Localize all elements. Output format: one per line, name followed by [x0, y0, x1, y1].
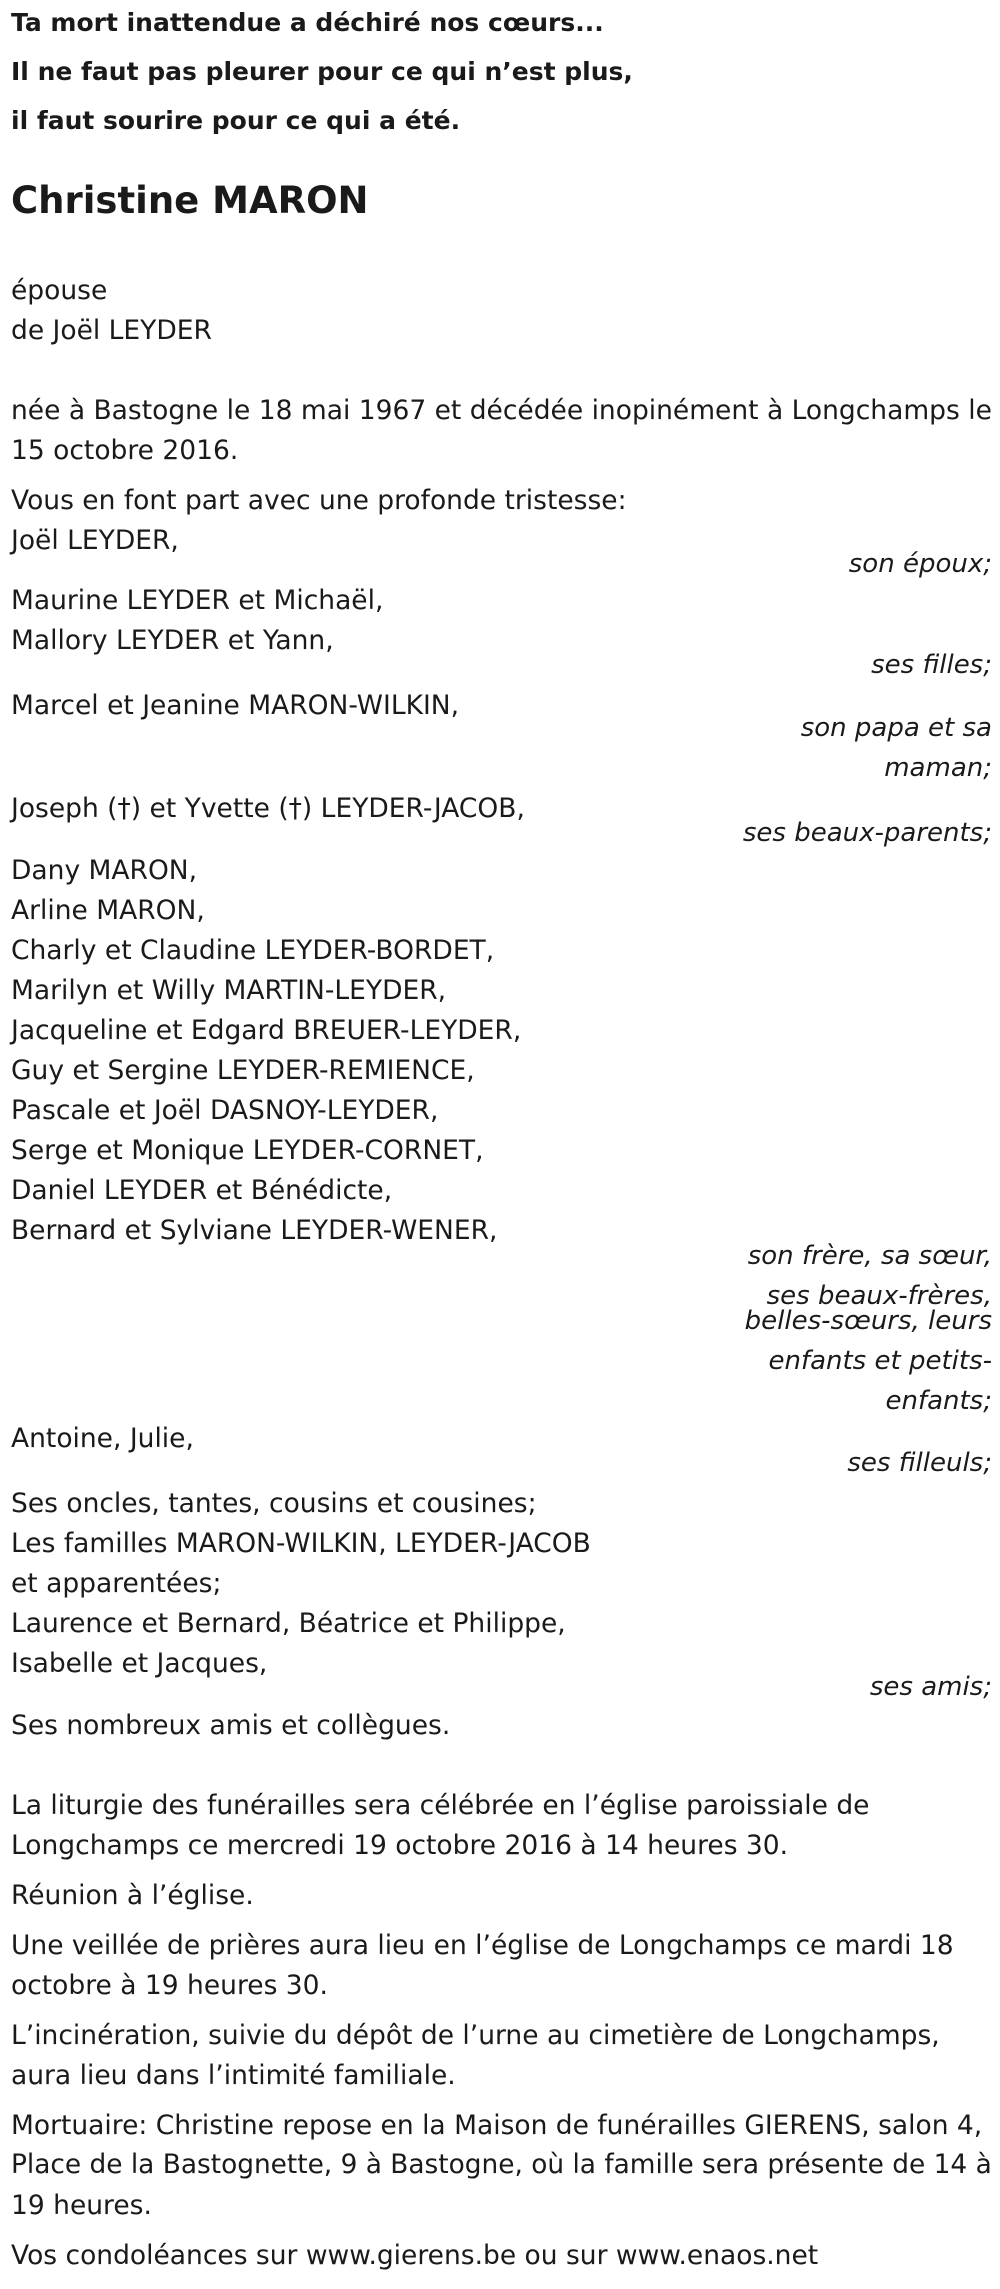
- relationship-label: enfants;: [885, 1386, 992, 1416]
- relationship-label: ses beaux-parents;: [742, 818, 992, 848]
- family-name-line: Jacqueline et Edgard BREUER-LEYDER,: [11, 1015, 522, 1046]
- condolences-line: Vos condoléances sur www.gierens.be ou sur www.enaos.net: [11, 2240, 819, 2271]
- family-name-line: Marcel et Jeanine MARON-WILKIN,: [11, 690, 460, 721]
- family-name-line: Charly et Claudine LEYDER-BORDET,: [11, 935, 495, 966]
- relationship-label: belles-sœurs, leurs: [744, 1306, 992, 1336]
- relationship-label: son frère, sa sœur,: [747, 1241, 992, 1271]
- relationship-label: ses amis;: [869, 1672, 992, 1702]
- family-name-line: Les familles MARON-WILKIN, LEYDER-JACOB: [11, 1528, 591, 1559]
- family-name-line: Ses oncles, tantes, cousins et cousines;: [11, 1488, 537, 1519]
- relationship-label: ses filles;: [871, 650, 992, 680]
- family-name-line: Serge et Monique LEYDER-CORNET,: [11, 1135, 484, 1166]
- family-name-line: Isabelle et Jacques,: [11, 1648, 268, 1679]
- family-name-line: Laurence et Bernard, Béatrice et Philippe,: [11, 1608, 566, 1639]
- family-name-line: Joël LEYDER,: [11, 525, 179, 556]
- family-name-line: Mallory LEYDER et Yann,: [11, 625, 334, 656]
- family-name-line: Marilyn et Willy MARTIN-LEYDER,: [11, 975, 447, 1006]
- birth-death-line: 15 octobre 2016.: [11, 435, 239, 466]
- vigil-line: octobre à 19 heures 30.: [11, 1970, 328, 2001]
- family-name-line: et apparentées;: [11, 1568, 222, 1599]
- relationship-label: maman;: [884, 753, 992, 783]
- relationship-label: ses beaux-frères,: [766, 1281, 992, 1311]
- deceased-name: Christine MARON: [11, 179, 369, 222]
- relationship-label: enfants et petits-: [768, 1346, 992, 1376]
- funeral-line: Longchamps ce mercredi 19 octobre 2016 à 14 heures 30.: [11, 1830, 789, 1861]
- mortuary-line: 19 heures.: [11, 2190, 152, 2221]
- vigil-line: Une veillée de prières aura lieu en l’église de Longchamps ce mardi 18: [11, 1930, 954, 1961]
- family-name-line: Guy et Sergine LEYDER-REMIENCE,: [11, 1055, 475, 1086]
- reunion-line: Réunion à l’église.: [11, 1880, 254, 1911]
- mortuary-line: Mortuaire: Christine repose en la Maison de funérailles GIERENS, salon 4,: [11, 2110, 983, 2141]
- colleagues-line: Ses nombreux amis et collègues.: [11, 1710, 451, 1741]
- announcement-intro: Vous en font part avec une profonde tristesse:: [11, 485, 627, 516]
- funeral-line: La liturgie des funérailles sera célébrée en l’église paroissiale de: [11, 1790, 870, 1821]
- family-name-line: Joseph (†) et Yvette (†) LEYDER-JACOB,: [11, 793, 525, 824]
- epigraph-line: Il ne faut pas pleurer pour ce qui n’est plus,: [11, 57, 633, 86]
- relationship-label: ses filleuls;: [847, 1448, 992, 1478]
- family-name-line: Arline MARON,: [11, 895, 205, 926]
- cremation-line: L’incinération, suivie du dépôt de l’urne au cimetière de Longchamps,: [11, 2020, 940, 2051]
- family-name-line: Dany MARON,: [11, 855, 198, 886]
- relationship-label: son époux;: [848, 549, 992, 579]
- epigraph-line: il faut sourire pour ce qui a été.: [11, 106, 461, 135]
- epigraph-line: Ta mort inattendue a déchiré nos cœurs...: [11, 8, 604, 37]
- family-name-line: Antoine, Julie,: [11, 1423, 194, 1454]
- spouse-line: épouse: [11, 275, 108, 306]
- relationship-label: son papa et sa: [800, 713, 992, 743]
- family-name-line: Daniel LEYDER et Bénédicte,: [11, 1175, 393, 1206]
- family-name-line: Pascale et Joël DASNOY-LEYDER,: [11, 1095, 439, 1126]
- spouse-line: de Joël LEYDER: [11, 315, 212, 346]
- mortuary-line: Place de la Bastognette, 9 à Bastogne, où la famille sera présente de 14 à: [11, 2150, 992, 2180]
- family-name-line: Bernard et Sylviane LEYDER-WENER,: [11, 1215, 498, 1246]
- family-name-line: Maurine LEYDER et Michaël,: [11, 585, 384, 616]
- cremation-line: aura lieu dans l’intimité familiale.: [11, 2060, 456, 2091]
- birth-death-line: née à Bastogne le 18 mai 1967 et décédée inopinément à Longchamps le: [11, 395, 992, 426]
